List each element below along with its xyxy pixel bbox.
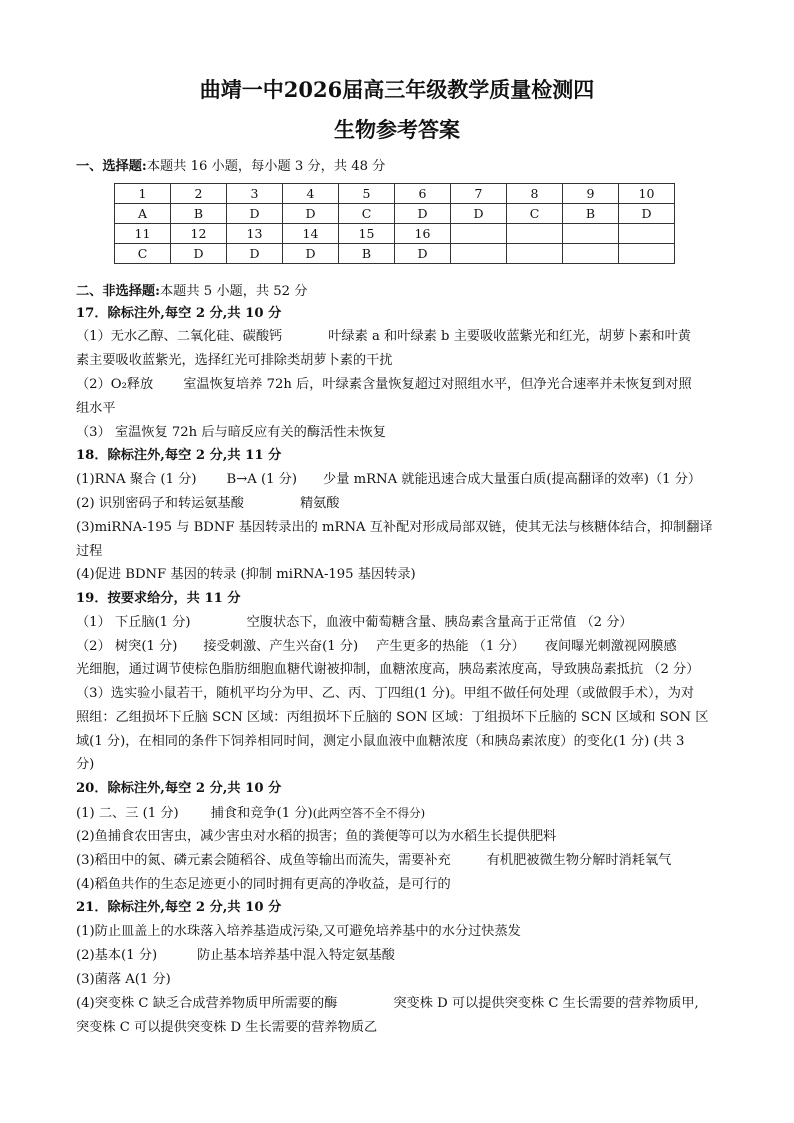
table-cell: B — [339, 244, 395, 264]
table-row — [115, 224, 675, 244]
q20-line: (3)稻田中的氮、磷元素会随稻谷、成鱼等输出而流失，需要补充 有机肥被微生物分解时消耗氧气 — [76, 853, 672, 868]
q19-line: （2） 树突(1 分) 接受刺激、产生兴奋(1 分) 产生更多的热能 （1 分） 夜间曝光刺激视网膜感 — [76, 639, 677, 654]
table-cell: 10 — [619, 184, 675, 204]
table-cell: 16 — [395, 224, 451, 244]
table-cell — [451, 244, 507, 264]
table-cell — [507, 224, 563, 244]
table-cell: 11 — [115, 224, 171, 244]
table-cell: B — [563, 204, 619, 224]
q19-line: （3）选实验小鼠若干，随机平均分为甲、乙、丙、丁四组(1 分)。甲组不做任何处理（或做假手术），为对 — [76, 686, 695, 701]
table-cell: D — [619, 204, 675, 224]
page-subtitle: 生物参考答案 — [334, 117, 460, 142]
table-cell: 13 — [227, 224, 283, 244]
q19-line: 域(1 分)，在相同的条件下饲养相同时间，测定小鼠血液中血糖浓度（和胰岛素浓度）的变化(1 分) (共 3 — [76, 734, 685, 749]
table-cell: D — [451, 204, 507, 224]
table-row — [115, 204, 675, 224]
table-cell: 6 — [395, 184, 451, 204]
page-title: 曲靖一中2026届高三年级教学质量检测四 — [199, 77, 595, 102]
q17-line: （2）O₂释放 室温恢复培养 72h 后，叶绿素含量恢复超过对照组水平，但净光合速率并未恢复到对照 — [76, 377, 692, 392]
table-cell: B — [171, 204, 227, 224]
q18-line: (4)促进 BDNF 基因的转录 (抑制 miRNA-195 基因转录) — [76, 567, 416, 582]
table-cell: D — [283, 244, 339, 264]
table-cell: C — [339, 204, 395, 224]
table-cell: D — [395, 204, 451, 224]
table-cell — [619, 244, 675, 264]
table-cell — [451, 224, 507, 244]
table-cell: 4 — [283, 184, 339, 204]
q18-line: (2) 识别密码子和转运氨基酸 精氨酸 — [76, 496, 340, 511]
q19-line: 照组：乙组损坏下丘脑 SCN 区域：丙组损坏下丘脑的 SON 区域：丁组损坏下丘脑的 SCN 区域和 SON 区 — [76, 710, 709, 725]
q19-line: 分) — [76, 757, 95, 772]
table-cell: 8 — [507, 184, 563, 204]
table-cell — [563, 244, 619, 264]
table-cell: D — [283, 204, 339, 224]
table-cell: D — [171, 244, 227, 264]
table-cell — [563, 224, 619, 244]
q20-heading: 20．除标注外,每空 2 分,共 10 分 — [76, 781, 282, 796]
q20-line: (2)鱼捕食农田害虫，减少害虫对水稻的损害；鱼的粪便等可以为水稻生长提供肥料 — [76, 829, 557, 844]
q17-line: （3） 室温恢复 72h 后与暗反应有关的酶活性未恢复 — [76, 425, 386, 440]
q21-heading: 21．除标注外,每空 2 分,共 10 分 — [76, 900, 282, 915]
q21-line: 突变株 C 可以提供突变株 D 生长需要的营养物质乙 — [76, 1020, 378, 1035]
table-cell: C — [115, 244, 171, 264]
q17-line: 组水平 — [76, 401, 116, 416]
q17-line: （1）无水乙醇、二氧化硅、碳酸钙 叶绿素 a 和叶绿素 b 主要吸收蓝紫光和红光，胡萝卜素和叶黄 — [76, 329, 691, 344]
table-cell: 1 — [115, 184, 171, 204]
q21-line: (1)防止皿盖上的水珠落入培养基造成污染,又可避免培养基中的水分过快蒸发 — [76, 924, 521, 939]
table-cell: 7 — [451, 184, 507, 204]
q19-line: （1） 下丘脑(1 分) 空腹状态下，血液中葡萄糖含量、胰岛素含量高于正常值 （2 分） — [76, 615, 633, 630]
table-cell: D — [227, 244, 283, 264]
answer-table — [114, 183, 675, 264]
table-cell: D — [395, 244, 451, 264]
q21-line: (4)突变株 C 缺乏合成营养物质甲所需要的酶 突变株 D 可以提供突变株 C 生长需要的营养物质甲, — [76, 996, 699, 1011]
table-cell: 12 — [171, 224, 227, 244]
section1-heading: 一、选择题:本题共 16 小题，每小题 3 分，共 48 分 — [76, 159, 386, 174]
q17-heading: 17．除标注外,每空 2 分,共 10 分 — [76, 306, 282, 321]
q19-heading: 19．按要求给分，共 11 分 — [76, 591, 241, 606]
q17-line: 素主要吸收蓝紫光，选择红光可排除类胡萝卜素的干扰 — [76, 353, 393, 368]
q21-line: (3)菌落 A(1 分) — [76, 972, 171, 987]
table-cell — [619, 224, 675, 244]
table-cell: 14 — [283, 224, 339, 244]
section2-heading: 二、非选择题:本题共 5 小题，共 52 分 — [76, 284, 308, 299]
q18-heading: 18．除标注外,每空 2 分,共 11 分 — [76, 448, 282, 463]
q18-line: (1)RNA 聚合 (1 分) B→A (1 分) 少量 mRNA 就能迅速合成大量蛋白质(提高翻译的效率)（1 分） — [76, 472, 702, 487]
table-cell: C — [507, 204, 563, 224]
table-row — [115, 244, 675, 264]
q21-line: (2)基本(1 分) 防止基本培养基中混入特定氨基酸 — [76, 948, 395, 963]
q18-line: 过程 — [76, 544, 103, 559]
table-cell: 15 — [339, 224, 395, 244]
table-cell: D — [227, 204, 283, 224]
table-cell: 3 — [227, 184, 283, 204]
q20-line: (4)稻鱼共作的生态足迹更小的同时拥有更高的净收益，是可行的 — [76, 877, 451, 892]
table-cell — [507, 244, 563, 264]
table-cell: 5 — [339, 184, 395, 204]
q19-line: 光细胞，通过调节使棕色脂肪细胞血糖代谢被抑制，血糖浓度高，胰岛素浓度高，导致胰岛素抵抗 （2 分） — [76, 662, 700, 677]
q18-line: (3)miRNA-195 与 BDNF 基因转录出的 mRNA 互补配对形成局部双链，使其无法与核糖体结合，抑制翻译 — [76, 520, 713, 535]
q20-line: (1) 二、三 (1 分) 捕食和竞争(1 分)(此两空答不全不得分) — [76, 806, 426, 821]
table-cell: A — [115, 204, 171, 224]
table-cell: 9 — [563, 184, 619, 204]
table-cell: 2 — [171, 184, 227, 204]
table-row — [115, 184, 675, 204]
